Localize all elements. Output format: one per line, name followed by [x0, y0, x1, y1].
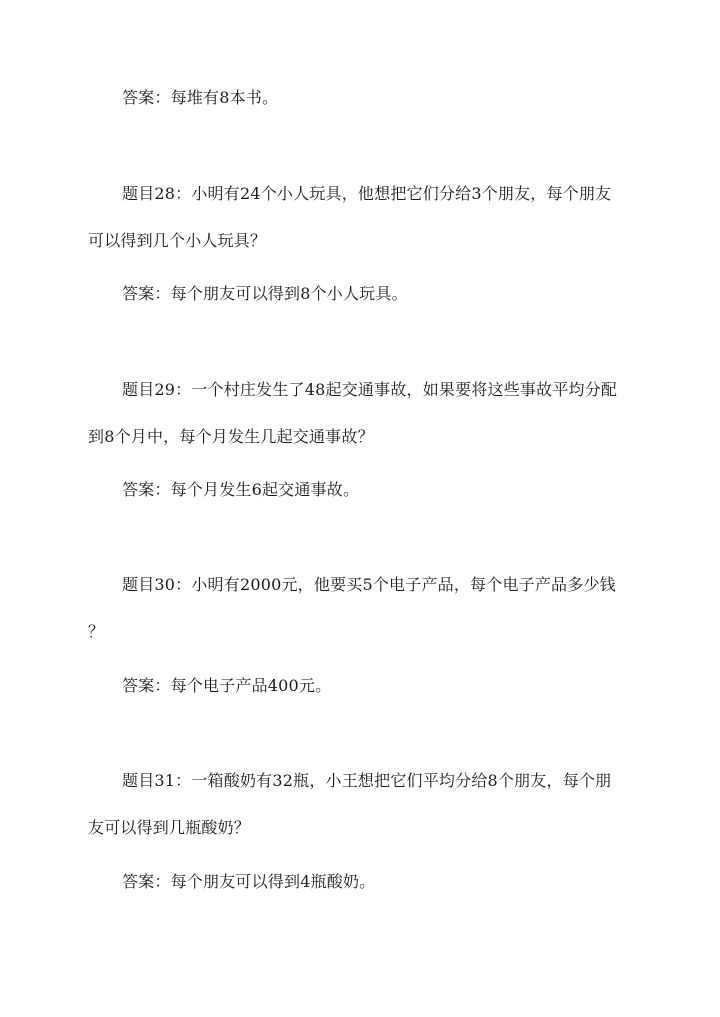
answer-27: 答案：每堆有8本书。 [122, 88, 279, 107]
question-30-line-2: ？ [88, 622, 105, 641]
answer-28: 答案：每个朋友可以得到8个小人玩具。 [122, 284, 408, 303]
answer-29: 答案：每个月发生6起交通事故。 [122, 480, 360, 499]
question-29-line-1: 题目29：一个村庄发生了48起交通事故，如果要将这些事故平均分配 [122, 380, 618, 399]
question-31-line-2: 友可以得到几瓶酸奶？ [88, 818, 251, 837]
question-30-line-1: 题目30：小明有2000元，他要买5个电子产品，每个电子产品多少钱 [122, 575, 616, 594]
question-31-line-1: 题目31：一箱酸奶有32瓶，小王想把它们平均分给8个朋友，每个朋 [122, 771, 612, 790]
question-29-line-2: 到8个月中，每个月发生几起交通事故？ [88, 427, 374, 446]
question-28-line-1: 题目28：小明有24个小人玩具，他想把它们分给3个朋友，每个朋友 [122, 184, 612, 203]
question-28-line-2: 可以得到几个小人玩具？ [88, 231, 267, 250]
answer-31: 答案：每个朋友可以得到4瓶酸奶。 [122, 872, 376, 891]
answer-30: 答案：每个电子产品400元。 [122, 676, 332, 695]
